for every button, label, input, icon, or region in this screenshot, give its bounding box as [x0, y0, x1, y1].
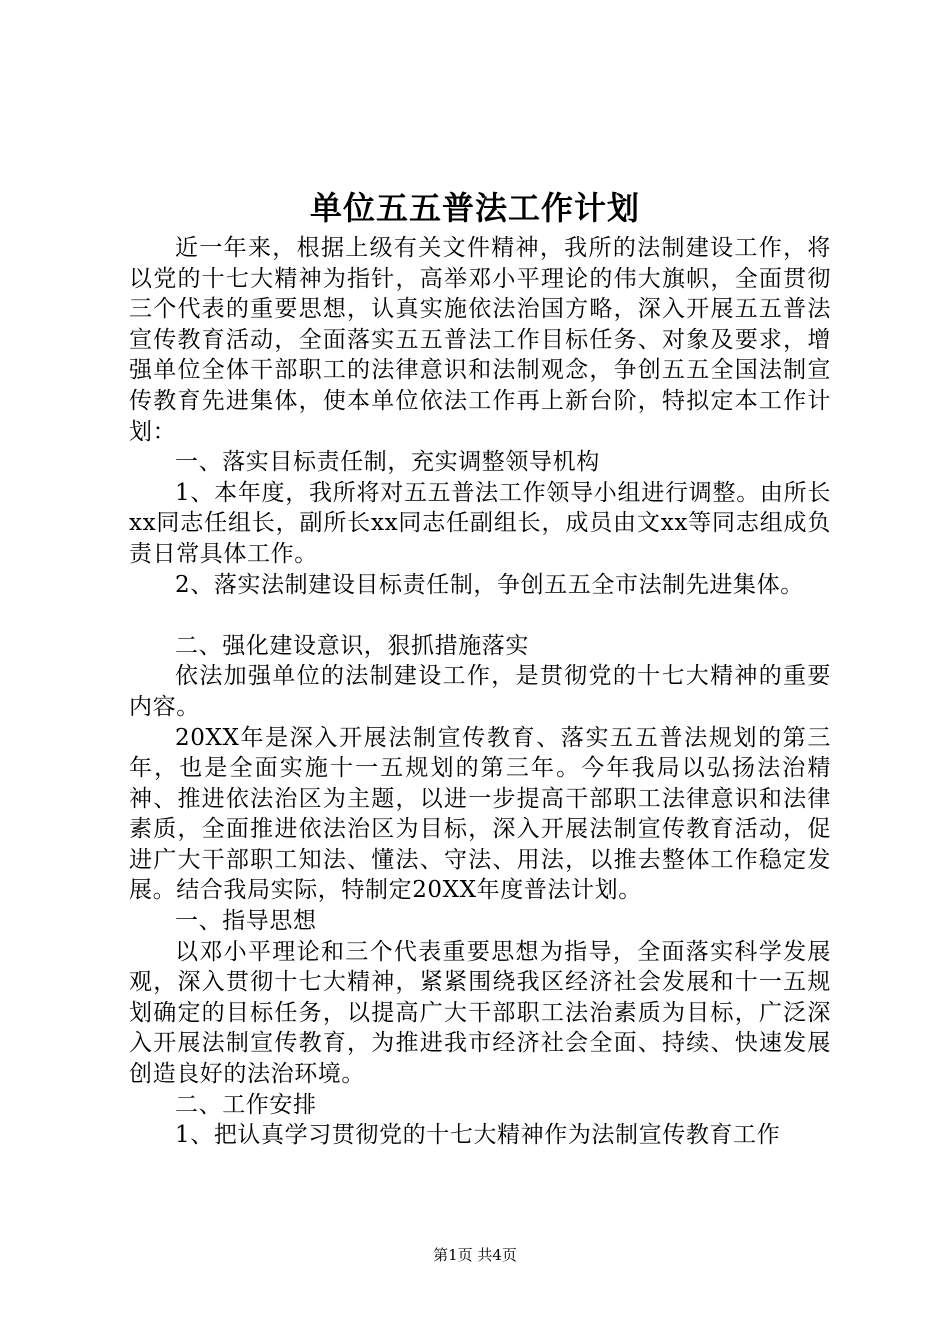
paragraph-heading-2: 二、强化建设意识，狠抓措施落实	[175, 632, 529, 659]
page-footer: 第1页 共4页	[433, 1246, 517, 1264]
paragraph-item-2: 2、落实法制建设目标责任制，争创五五全市法制先进集体。	[175, 571, 804, 598]
paragraph-item-1: 1、本年度，我所将对五五普法工作领导小组进行调整。由所长xx同志任组长，副所长xx同志任副组长，成员由文xx等同志组成负责日常具体工作。	[129, 479, 831, 567]
paragraph-body-3: 以邓小平理论和三个代表重要思想为指导，全面落实科学发展观，深入贯彻十七大精神，紧紧围绕我区经济社会发展和十一五规划确定的目标任务，以提高广大干部职工法治素质为目标，广泛深入开展法制宣传教育，为推进我市经济社会全面、持续、快速发展创造良好的法治环境。	[129, 938, 831, 1088]
paragraph-heading-3: 一、指导思想	[175, 908, 317, 935]
document-title: 单位五五普法工作计划	[309, 189, 640, 227]
paragraph-heading-1: 一、落实目标责任制，充实调整领导机构	[175, 449, 600, 476]
paragraph-heading-4: 二、工作安排	[175, 1091, 317, 1118]
document-body	[129, 233, 831, 1151]
paragraph-intro: 近一年来，根据上级有关文件精神，我所的法制建设工作，将以党的十七大精神为指针，高举邓小平理论的伟大旗帜，全面贯彻三个代表的重要思想，认真实施依法治国方略，深入开展五五普法宣传教育活动，全面落实五五普法工作目标任务、对象及要求，增强单位全体干部职工的法律意识和法制观念，争创五五全国法制宣传教育先进集体，使本单位依法工作再上新台阶，特拟定本工作计划：	[129, 235, 831, 445]
paragraph-body-2: 20XX年是深入开展法制宣传教育、落实五五普法规划的第三年，也是全面实施十一五规划的第三年。今年我局以弘扬法治精神、推进依法治区为主题，以进一步提高干部职工法律意识和法律素质，全面推进依法治区为目标，深入开展法制宣传教育活动，促进广大干部职工知法、懂法、守法、用法，以推去整体工作稳定发展。结合我局实际，特制定20XX年度普法计划。	[129, 724, 831, 904]
paragraph-body-1: 依法加强单位的法制建设工作，是贯彻党的十七大精神的重要内容。	[129, 663, 831, 720]
paragraph-item-3: 1、把认真学习贯彻党的十七大精神作为法制宣传教育工作	[175, 1122, 781, 1149]
